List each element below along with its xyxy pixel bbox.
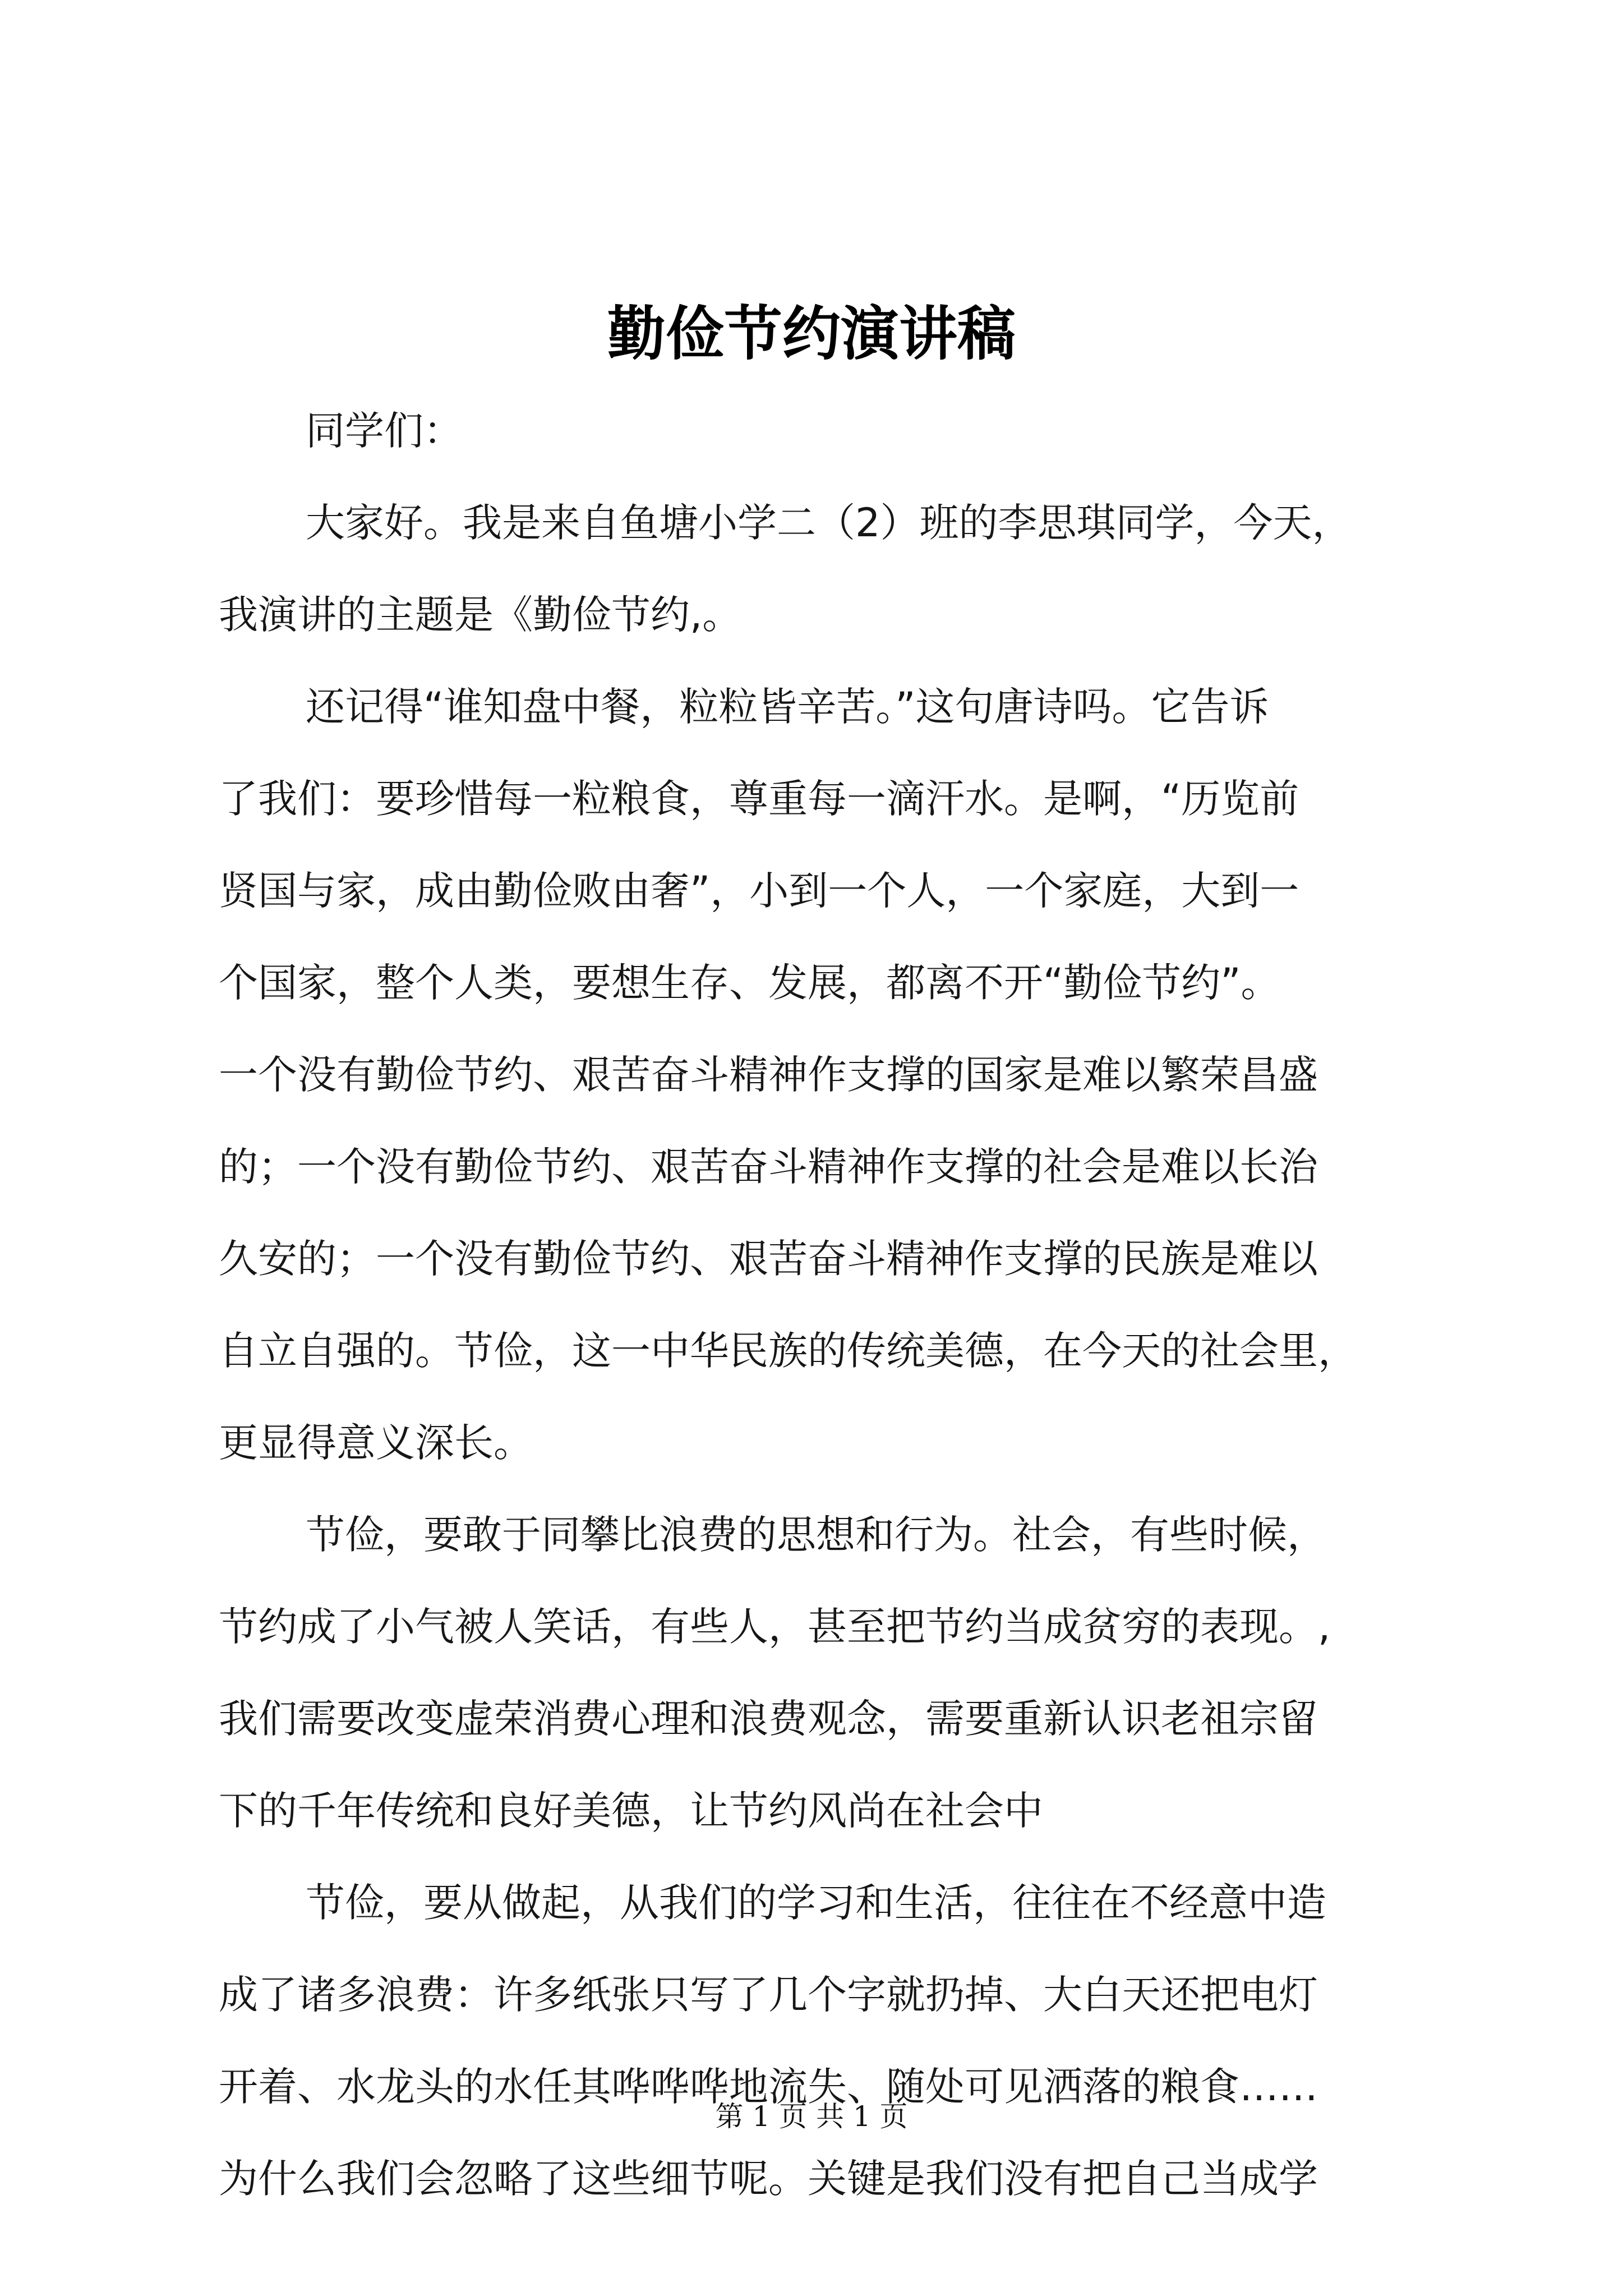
text-line: 更显得意义深长。 <box>219 1420 533 1466</box>
text-line: 久安的；一个没有勤俭节约、艰苦奋斗精神作支撑的民族是难以 <box>219 1236 1318 1282</box>
text-line: 个国家，整个人类，要想生存、发展，都离不开“勤俭节约”。 <box>219 960 1280 1006</box>
text-line: 的；一个没有勤俭节约、艰苦奋斗精神作支撑的社会是难以长治 <box>219 1144 1318 1190</box>
text-line: 下的千年传统和良好美德，让节约风尚在社会中 <box>219 1788 1043 1834</box>
page-number-footer: 第 1 页 共 1 页 <box>715 2100 908 2133</box>
text-line: 自立自强的。节俭，这一中华民族的传统美德，在今天的社会里， <box>219 1328 1357 1374</box>
text-line: 节俭，要从做起，从我们的学习和生活，往往在不经意中造 <box>306 1880 1326 1926</box>
text-line: 贤国与家，成由勤俭败由奢”，小到一个人，一个家庭，大到一 <box>219 868 1299 914</box>
document-body <box>219 385 1424 2225</box>
text-line: 我们需要改变虚荣消费心理和浪费观念，需要重新认识老祖宗留 <box>219 1696 1318 1742</box>
text-line: 成了诸多浪费：许多纸张只写了几个字就扔掉、大白天还把电灯 <box>219 1972 1318 2018</box>
text-line: 一个没有勤俭节约、艰苦奋斗精神作支撑的国家是难以繁荣昌盛 <box>219 1052 1318 1098</box>
text-line: 开着、水龙头的水任其哗哗哗地流失、随处可见洒落的粮食…… <box>219 2064 1318 2110</box>
text-line: 节俭，要敢于同攀比浪费的思想和行为。社会，有些时候， <box>306 1512 1326 1558</box>
text-line: 同学们： <box>306 408 463 454</box>
text-line: 了我们：要珍惜每一粒粮食，尊重每一滴汗水。是啊，“历览前 <box>219 776 1299 822</box>
document-title: 勤俭节约演讲稿 <box>607 299 1016 368</box>
text-line: 还记得“谁知盘中餐，粒粒皆辛苦。”这句唐诗吗。它告诉 <box>306 684 1269 730</box>
text-line: 大家好。我是来自鱼塘小学二（2）班的李思琪同学，今天， <box>306 500 1352 546</box>
text-line: 节约成了小气被人笑话，有些人，甚至把节约当成贫穷的表现。, <box>219 1604 1331 1650</box>
text-line: 我演讲的主题是《勤俭节约,。 <box>219 592 742 638</box>
text-line: 为什么我们会忽略了这些细节呢。关键是我们没有把自己当成学 <box>219 2156 1318 2202</box>
